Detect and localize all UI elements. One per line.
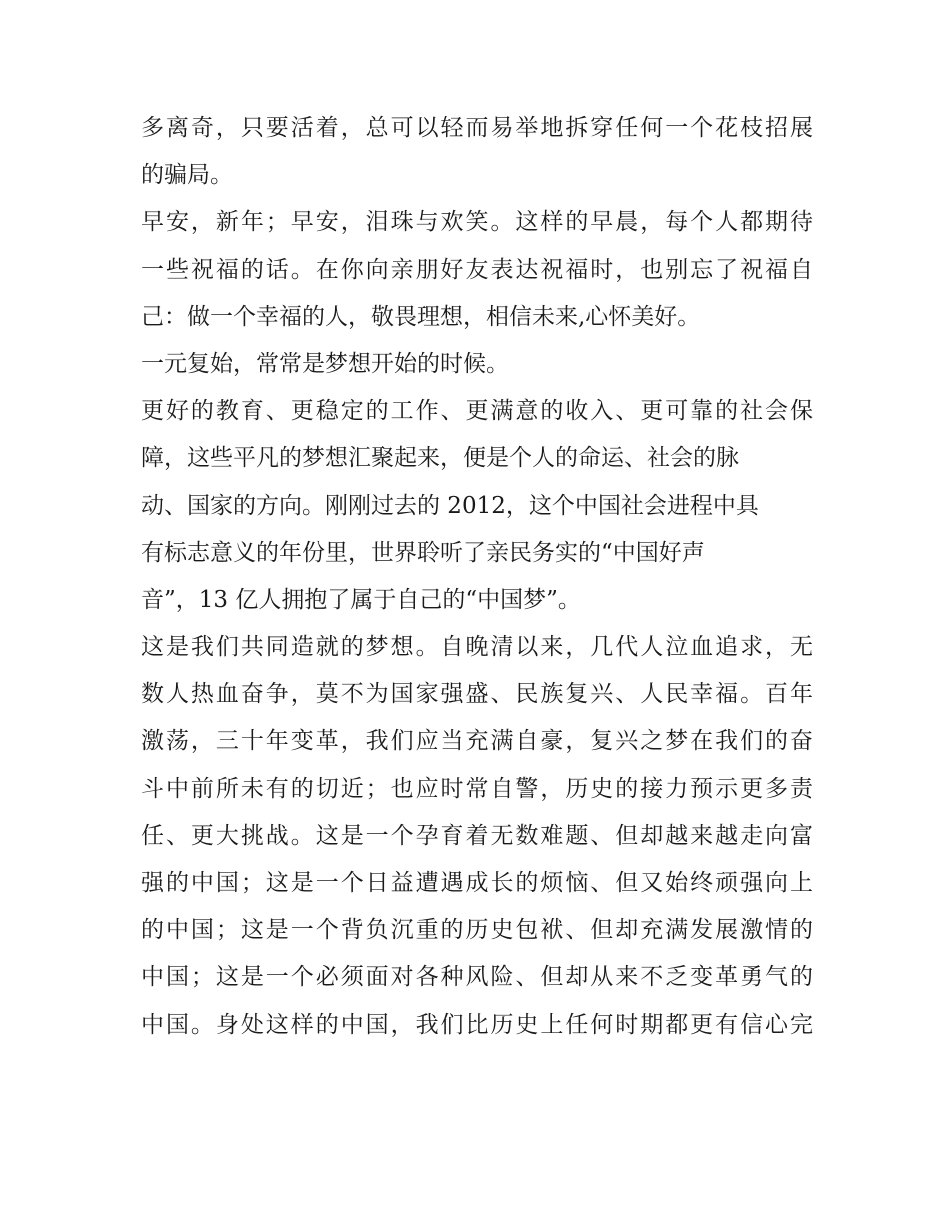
text-line: 的骗局。 <box>141 162 233 189</box>
text-line: 任、更大挑战。这是一个孕育着无数难题、但却越来越走向富 <box>141 822 813 849</box>
text-line: 斗中前所未有的切近；也应时常自警，历史的接力预示更多责 <box>141 775 813 802</box>
text-line: 更好的教育、更稳定的工作、更满意的收入、更可靠的社会保 <box>141 398 813 425</box>
text-line: 动、国家的方向。刚刚过去的 2012，这个中国社会进程中具 <box>141 492 759 519</box>
text-line: 这是我们共同造就的梦想。自晚清以来，几代人泣血追求，无 <box>141 634 813 661</box>
text-line: 音”，13 亿人拥抱了属于自己的“中国梦”。 <box>141 586 581 613</box>
text-line: 有标志意义的年份里，世界聆听了亲民务实的“中国好声 <box>141 539 705 566</box>
text-line: 的中国；这是一个背负沉重的历史包袱、但却充满发展激情的 <box>141 917 813 944</box>
text-line: 数人热血奋争，莫不为国家强盛、民族复兴、人民幸福。百年 <box>141 681 813 708</box>
text-line: 中国。身处这样的中国，我们比历史上任何时期都更有信心完 <box>141 1011 813 1038</box>
text-line: 激荡，三十年变革，我们应当充满自豪，复兴之梦在我们的奋 <box>141 728 813 755</box>
text-line: 强的中国；这是一个日益遭遇成长的烦恼、但又始终顽强向上 <box>141 870 813 896</box>
text-line: 一些祝福的话。在你向亲朋好友表达祝福时，也别忘了祝福自 <box>141 256 813 283</box>
text-line: 障，这些平凡的梦想汇聚起来，便是个人的命运、社会的脉 <box>141 445 739 472</box>
text-line: 早安，新年；早安，泪珠与欢笑。这样的早晨，每个人都期待 <box>141 209 813 236</box>
text-line: 多离奇，只要活着，总可以轻而易举地拆穿任何一个花枝招展 <box>141 115 813 141</box>
text-line: 一元复始，常常是梦想开始的时候。 <box>141 350 509 377</box>
text-line: 己：做一个幸福的人，敬畏理想，相信未来,心怀美好。 <box>141 303 701 330</box>
text-line: 中国；这是一个必须面对各种风险、但却从来不乏变革勇气的 <box>141 964 813 991</box>
body-text <box>141 105 813 1049</box>
